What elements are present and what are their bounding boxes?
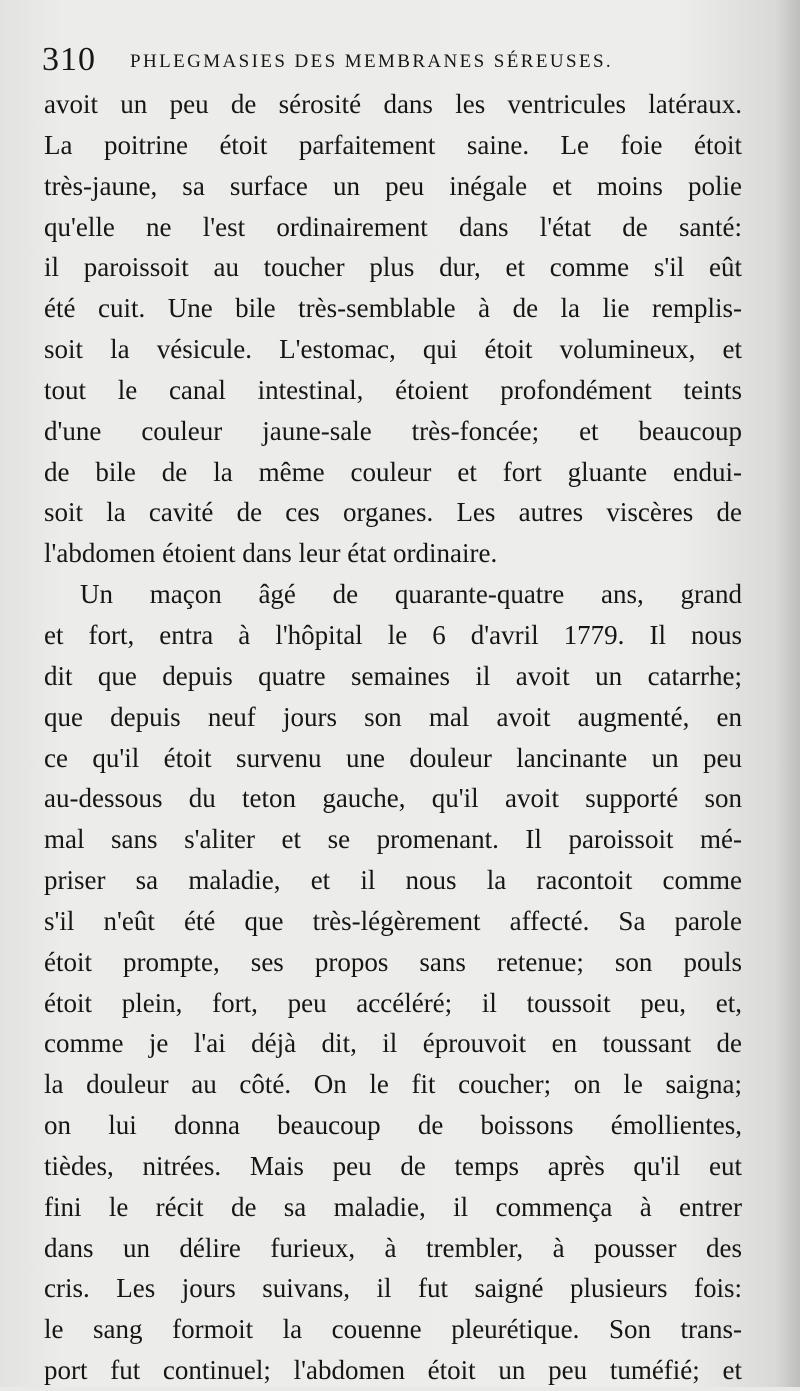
text-line: qu'elle ne l'est ordinairement dans l'état de santé: [44,211,742,242]
text-line: dans un délire furieux, à trembler, à pousser des [44,1232,742,1263]
text-line: s'il n'eût été que très-légèrement affecté. Sa parole [44,905,742,936]
text-line: au-dessous du teton gauche, qu'il avoit supporté son [44,783,742,814]
text-line: de bile de la même couleur et fort gluante endui- [44,456,742,487]
text-line: il paroissoit au toucher plus dur, et comme s'il eût [44,252,742,283]
text-line: soit la cavité de ces organes. Les autres viscères de [44,497,742,528]
text-line: la douleur au côté. On le fit coucher; on le saigna; [44,1069,742,1100]
text-line: port fut continuel; l'abdomen étoit un peu tuméfié; et [44,1355,742,1386]
text-line: que depuis neuf jours son mal avoit augmenté, en [44,701,742,732]
text-line: le sang formoit la couenne pleurétique. Son trans- [44,1314,742,1345]
paragraph-start-line: Un maçon âgé de quarante-quatre ans, grand [80,579,742,610]
text-line: tièdes, nitrées. Mais peu de temps après qu'il eut [44,1150,742,1181]
page-number: 310 [42,41,96,78]
paragraph-end-line: l'abdomen étoient dans leur état ordinaire. [44,538,498,569]
text-line: comme je l'ai déjà dit, il éprouvoit en toussant de [44,1028,742,1059]
text-line: fini le récit de sa maladie, il commença à entrer [44,1191,742,1222]
text-line: soit la vésicule. L'estomac, qui étoit volumineux, et [44,334,742,365]
body-text [44,84,742,1391]
text-line: priser sa maladie, et il nous la racontoit comme [44,865,742,896]
text-line: été cuit. Une bile très-semblable à de la lie remplis- [44,293,742,324]
text-line: tout le canal intestinal, étoient profondément teints [44,374,742,405]
page-header [42,38,762,82]
text-line: cris. Les jours suivans, il fut saigné plusieurs fois: [44,1273,742,1304]
text-line: très-jaune, sa surface un peu inégale et moins polie [44,170,742,201]
text-line: étoit plein, fort, peu accéléré; il toussoit peu, et, [44,987,742,1018]
text-line: étoit prompte, ses propos sans retenue; son pouls [44,946,742,977]
text-line: dit que depuis quatre semaines il avoit un catarrhe; [44,660,742,691]
text-line: d'une couleur jaune-sale très-foncée; et beaucoup [44,415,742,446]
text-line: mal sans s'aliter et se promenant. Il paroissoit mé- [44,824,742,855]
running-head: PHLEGMASIES DES MEMBRANES SÉREUSES. [130,51,614,72]
text-line: La poitrine étoit parfaitement saine. Le foie étoit [44,129,742,160]
text-line: on lui donna beaucoup de boissons émollientes, [44,1110,742,1141]
text-line: ce qu'il étoit survenu une douleur lancinante un peu [44,742,742,773]
text-line: avoit un peu de sérosité dans les ventricules latéraux. [44,89,742,119]
text-line: et fort, entra à l'hôpital le 6 d'avril 1779. Il nous [44,619,742,650]
